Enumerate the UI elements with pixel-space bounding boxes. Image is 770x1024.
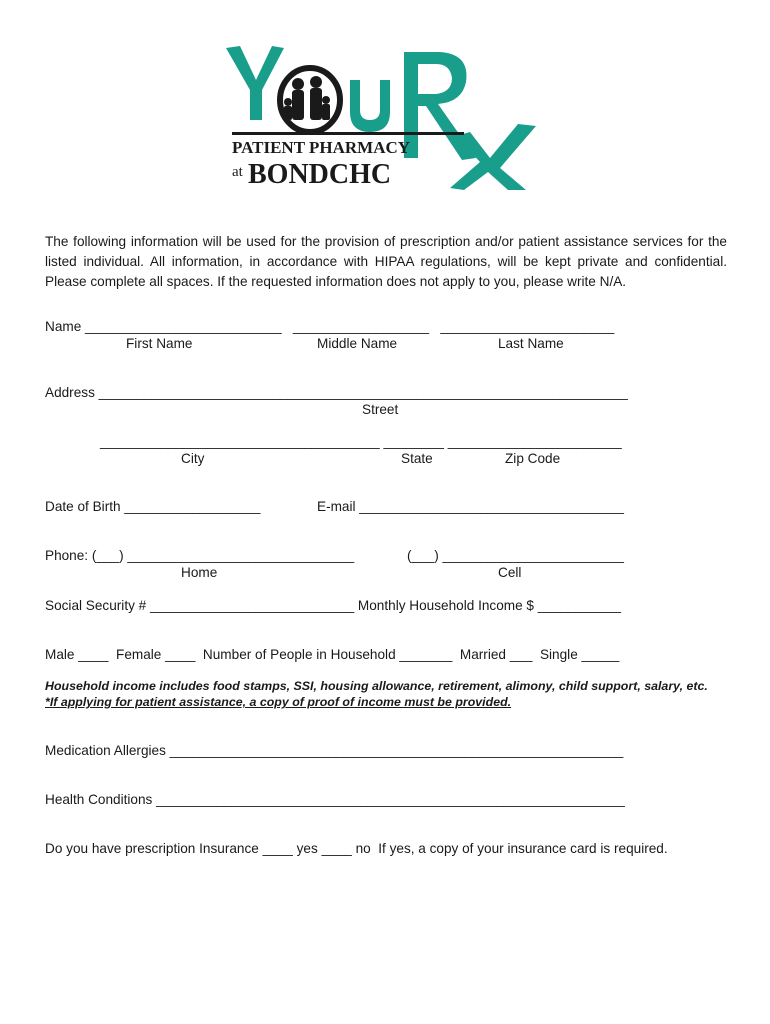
- logo-letter-u: [350, 80, 390, 132]
- middle-name-label: Middle Name: [317, 336, 398, 351]
- address-field-line[interactable]: Address ______________________________________________________________________: [45, 385, 628, 400]
- proof-of-income-note: *If applying for patient assistance, a copy of proof of income must be provided.: [45, 695, 512, 709]
- ssn-income-line[interactable]: Social Security # ___________________________ Monthly Household Income $ ___________: [45, 598, 621, 613]
- yourx-logo: [218, 40, 558, 190]
- household-income-note: Household income includes food stamps, SSI, housing allowance, retirement, alimony, child support, salary, etc.: [45, 679, 708, 693]
- street-label: Street: [362, 402, 399, 417]
- logo-divider: [232, 132, 464, 135]
- home-phone-line[interactable]: Phone: (___) ______________________________: [45, 548, 355, 563]
- medication-allergies-line[interactable]: Medication Allergies ____________________________________________________________: [45, 743, 624, 758]
- logo-letter-y: [226, 46, 284, 120]
- zip-code-label: Zip Code: [505, 451, 561, 466]
- logo-line2: BONDCHC: [248, 159, 392, 190]
- health-conditions-line[interactable]: Health Conditions ______________________________________________________________: [45, 792, 625, 807]
- date-of-birth-line[interactable]: Date of Birth __________________: [45, 499, 261, 514]
- state-label: State: [401, 451, 433, 466]
- intro-paragraph: The following information will be used for the provision of prescription and/or patient assistance services for the listed individual. All information, in accordance with HIPAA regulations, will be kept private and confidential. Please complete all spaces. If the requested information does not apply to you, please write N/A.: [45, 234, 727, 289]
- name-field-line[interactable]: Name __________________________ __________________ _______________________: [45, 319, 615, 334]
- last-name-label: Last Name: [498, 336, 564, 351]
- first-name-label: First Name: [126, 336, 193, 351]
- family-silhouette-icon: [284, 76, 330, 120]
- cell-label: Cell: [498, 565, 522, 580]
- prescription-insurance-line[interactable]: Do you have prescription Insurance ____ yes ____ no If yes, a copy of your insurance card is required.: [45, 841, 668, 856]
- cell-phone-line[interactable]: (___) ________________________: [407, 548, 624, 563]
- city-state-zip-line[interactable]: _____________________________________ ________ _______________________: [100, 434, 622, 449]
- city-label: City: [181, 451, 205, 466]
- demographics-line[interactable]: Male ____ Female ____ Number of People in Household _______ Married ___ Single _____: [45, 647, 620, 662]
- home-label: Home: [181, 565, 218, 580]
- email-line[interactable]: E-mail ___________________________________: [317, 499, 624, 514]
- logo-line1: PATIENT PHARMACY: [232, 138, 411, 157]
- logo-at: at: [232, 164, 243, 180]
